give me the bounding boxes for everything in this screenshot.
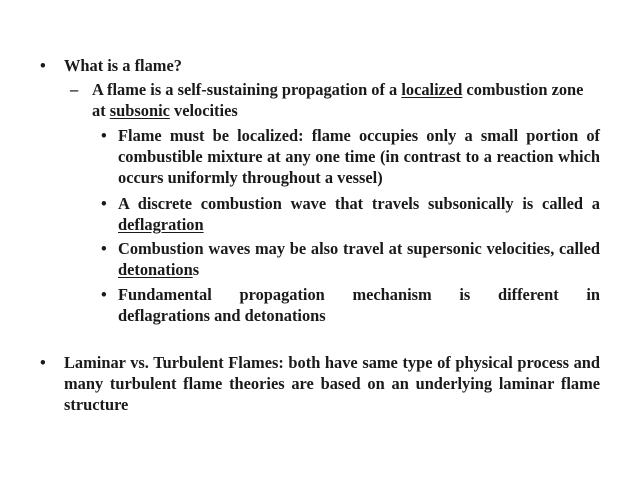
dash-icon: – bbox=[70, 80, 79, 99]
sub-bullet-deflagration-text bbox=[118, 193, 600, 235]
bullet-icon: • bbox=[101, 126, 107, 145]
sub-bullet-mechanism-line-1: Fundamental propagation mechanism is different in bbox=[118, 285, 600, 304]
laminar-vs-turbulent-text: Laminar vs. Turbulent Flames: both have same type of physical process and many turbulent flame theories are based on an underlying laminar flame structure bbox=[64, 353, 600, 414]
def-subsonic: subsonic bbox=[109, 101, 170, 120]
bullet-icon: • bbox=[40, 353, 46, 372]
bullet-icon: • bbox=[101, 285, 107, 304]
bullet-what-is-a-flame bbox=[40, 55, 600, 76]
sub-bullet-detonations bbox=[101, 238, 600, 280]
bullet-icon: • bbox=[101, 194, 107, 213]
sub-bullet-localized-text: Flame must be localized: flame occupies only a small portion of combustible mixture at any one time (in contrast to a reaction which occurs uniformly throughout a vessel) bbox=[118, 126, 600, 187]
bullet-icon: • bbox=[40, 56, 46, 75]
bullet-icon: • bbox=[101, 239, 107, 258]
sub-bullet-deflagration bbox=[101, 193, 600, 235]
bullet-laminar-vs-turbulent bbox=[40, 352, 600, 415]
flame-definition-text bbox=[92, 79, 600, 121]
sub-bullet-mechanism bbox=[101, 284, 600, 326]
def-part-2: combustion zone at bbox=[92, 80, 584, 120]
sub-bullet-mechanism-line-2: deflagrations and detonations bbox=[118, 306, 326, 325]
sub-bullet-localized bbox=[101, 125, 600, 188]
def-part-1: A flame is a self-sustaining propagation of a bbox=[92, 80, 402, 99]
sub2-deflagration: deflagration bbox=[118, 215, 204, 234]
def-part-3: velocities bbox=[169, 101, 238, 120]
sub3-part-2: s bbox=[192, 260, 200, 279]
flame-definition bbox=[70, 79, 600, 121]
heading-what-is-a-flame: What is a flame? bbox=[64, 56, 182, 75]
sub-bullet-detonations-text bbox=[118, 238, 600, 280]
sub2-part-1: A discrete combustion wave that travels subsonically is called a bbox=[118, 194, 600, 213]
def-localized: localized bbox=[401, 80, 463, 99]
sub3-detonation: detonation bbox=[118, 260, 193, 279]
sub3-part-1: Combustion waves may be also travel at supersonic velocities, called bbox=[118, 239, 600, 258]
